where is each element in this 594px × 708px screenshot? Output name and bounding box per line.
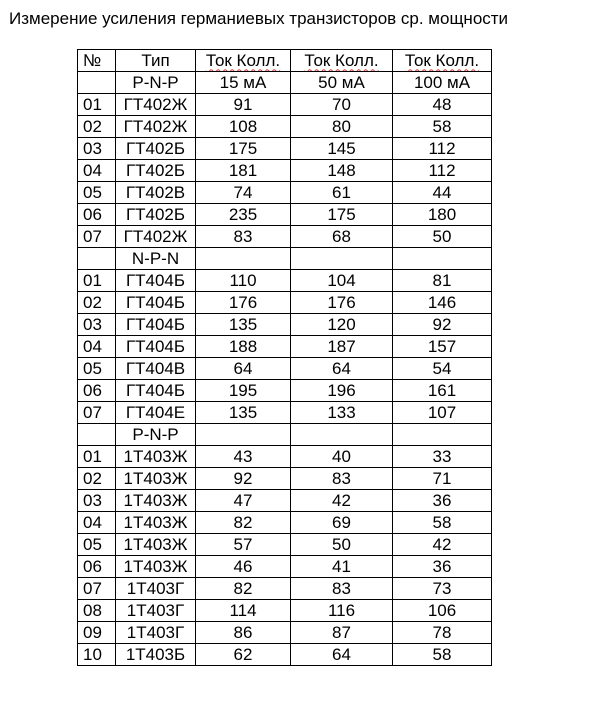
- row-gain-100ma: 33: [393, 446, 492, 468]
- row-gain-50ma: 83: [291, 468, 393, 490]
- header-number-sub: [78, 72, 116, 94]
- row-type: 1Т403Б: [116, 644, 196, 666]
- empty-cell: [393, 248, 492, 270]
- row-gain-15ma: 86: [196, 622, 291, 644]
- row-gain-15ma: 91: [196, 94, 291, 116]
- document-title: Измерение усиления германиевых транзисторов ср. мощности: [9, 9, 509, 28]
- row-gain-100ma: 54: [393, 358, 492, 380]
- row-number: 05: [78, 358, 116, 380]
- table-row: [78, 314, 492, 336]
- row-type: ГТ402Б: [116, 138, 196, 160]
- row-gain-100ma: 71: [393, 468, 492, 490]
- row-gain-100ma: 112: [393, 138, 492, 160]
- row-gain-50ma: 69: [291, 512, 393, 534]
- row-gain-15ma: 43: [196, 446, 291, 468]
- row-gain-15ma: 176: [196, 292, 291, 314]
- row-number: 07: [78, 402, 116, 424]
- row-gain-50ma: 40: [291, 446, 393, 468]
- row-number: 01: [78, 446, 116, 468]
- table-row: [78, 622, 492, 644]
- row-type: ГТ404В: [116, 358, 196, 380]
- row-number: 02: [78, 116, 116, 138]
- header-unit-50: 50 мА: [291, 72, 393, 94]
- row-gain-100ma: 112: [393, 160, 492, 182]
- row-number: 03: [78, 490, 116, 512]
- table-row: [78, 490, 492, 512]
- row-gain-15ma: 108: [196, 116, 291, 138]
- header-row-top: [78, 50, 492, 72]
- row-gain-15ma: 74: [196, 182, 291, 204]
- row-number: 02: [78, 292, 116, 314]
- row-number: 06: [78, 204, 116, 226]
- table-body: [78, 50, 492, 666]
- table-row: [78, 446, 492, 468]
- row-type: 1Т403Г: [116, 578, 196, 600]
- row-gain-50ma: 50: [291, 534, 393, 556]
- row-gain-50ma: 196: [291, 380, 393, 402]
- row-gain-50ma: 145: [291, 138, 393, 160]
- row-gain-15ma: 47: [196, 490, 291, 512]
- row-gain-100ma: 106: [393, 600, 492, 622]
- table-row: [78, 160, 492, 182]
- row-type: ГТ402Б: [116, 160, 196, 182]
- row-gain-50ma: 176: [291, 292, 393, 314]
- row-number: 01: [78, 270, 116, 292]
- row-gain-15ma: 114: [196, 600, 291, 622]
- table-row: [78, 336, 492, 358]
- empty-cell: [78, 248, 116, 270]
- row-number: 01: [78, 94, 116, 116]
- row-gain-100ma: 42: [393, 534, 492, 556]
- row-gain-100ma: 92: [393, 314, 492, 336]
- row-type: 1Т403Ж: [116, 468, 196, 490]
- header-current-15: [196, 50, 291, 72]
- header-unit-100: 100 мА: [393, 72, 492, 94]
- row-gain-100ma: 107: [393, 402, 492, 424]
- row-gain-100ma: 36: [393, 556, 492, 578]
- row-gain-50ma: 83: [291, 578, 393, 600]
- table-row: [78, 226, 492, 248]
- header-row-bottom: [78, 72, 492, 94]
- empty-cell: [78, 424, 116, 446]
- table-row: [78, 116, 492, 138]
- row-type: 1Т403Ж: [116, 512, 196, 534]
- row-gain-15ma: 62: [196, 644, 291, 666]
- row-number: 10: [78, 644, 116, 666]
- table-row: [78, 94, 492, 116]
- row-gain-50ma: 148: [291, 160, 393, 182]
- row-type: ГТ402Б: [116, 204, 196, 226]
- header-number: №: [78, 50, 116, 72]
- table-row: [78, 292, 492, 314]
- empty-cell: [291, 424, 393, 446]
- header-polarity: P-N-P: [116, 72, 196, 94]
- empty-cell: [291, 248, 393, 270]
- header-current-50-label: Ток Колл.: [304, 50, 379, 70]
- row-type: 1Т403Г: [116, 600, 196, 622]
- row-gain-15ma: 188: [196, 336, 291, 358]
- row-number: 07: [78, 578, 116, 600]
- row-gain-100ma: 48: [393, 94, 492, 116]
- table-row: [78, 138, 492, 160]
- row-gain-15ma: 235: [196, 204, 291, 226]
- row-type: ГТ404Е: [116, 402, 196, 424]
- row-number: 03: [78, 314, 116, 336]
- row-type: 1Т403Ж: [116, 534, 196, 556]
- table-row: [78, 358, 492, 380]
- row-gain-50ma: 116: [291, 600, 393, 622]
- row-gain-50ma: 175: [291, 204, 393, 226]
- row-number: 04: [78, 512, 116, 534]
- row-gain-15ma: 181: [196, 160, 291, 182]
- row-type: 1Т403Ж: [116, 490, 196, 512]
- row-gain-50ma: 187: [291, 336, 393, 358]
- row-gain-100ma: 58: [393, 644, 492, 666]
- row-gain-100ma: 146: [393, 292, 492, 314]
- row-type: 1Т403Г: [116, 622, 196, 644]
- table-row: [78, 556, 492, 578]
- group-polarity-label: P-N-P: [116, 424, 196, 446]
- header-current-15-label: Ток Колл.: [205, 50, 281, 70]
- row-gain-100ma: 44: [393, 182, 492, 204]
- row-gain-100ma: 50: [393, 226, 492, 248]
- row-number: 06: [78, 380, 116, 402]
- row-type: ГТ402Ж: [116, 94, 196, 116]
- row-type: ГТ404Б: [116, 380, 196, 402]
- header-current-100-label: Ток Колл.: [404, 50, 480, 70]
- row-gain-15ma: 175: [196, 138, 291, 160]
- row-gain-15ma: 135: [196, 402, 291, 424]
- group-label-row: [78, 424, 492, 446]
- row-number: 07: [78, 226, 116, 248]
- table-row: [78, 512, 492, 534]
- row-gain-15ma: 46: [196, 556, 291, 578]
- empty-cell: [196, 248, 291, 270]
- row-type: 1Т403Ж: [116, 556, 196, 578]
- row-gain-50ma: 64: [291, 358, 393, 380]
- row-number: 04: [78, 336, 116, 358]
- row-gain-50ma: 70: [291, 94, 393, 116]
- group-label-row: [78, 248, 492, 270]
- header-type: Тип: [116, 50, 196, 72]
- row-number: 05: [78, 534, 116, 556]
- empty-cell: [196, 424, 291, 446]
- row-gain-50ma: 80: [291, 116, 393, 138]
- row-type: ГТ402Ж: [116, 116, 196, 138]
- table-row: [78, 402, 492, 424]
- row-gain-100ma: 161: [393, 380, 492, 402]
- row-gain-100ma: 58: [393, 512, 492, 534]
- empty-cell: [393, 424, 492, 446]
- row-gain-50ma: 41: [291, 556, 393, 578]
- row-gain-15ma: 82: [196, 512, 291, 534]
- row-gain-15ma: 64: [196, 358, 291, 380]
- table-row: [78, 204, 492, 226]
- row-gain-100ma: 78: [393, 622, 492, 644]
- table-row: [78, 270, 492, 292]
- row-type: ГТ404Б: [116, 292, 196, 314]
- row-gain-15ma: 82: [196, 578, 291, 600]
- row-gain-100ma: 81: [393, 270, 492, 292]
- row-type: ГТ404Б: [116, 336, 196, 358]
- row-type: ГТ402В: [116, 182, 196, 204]
- header-unit-15: 15 мА: [196, 72, 291, 94]
- table-row: [78, 644, 492, 666]
- table-row: [78, 600, 492, 622]
- row-type: ГТ404Б: [116, 270, 196, 292]
- row-number: 05: [78, 182, 116, 204]
- row-gain-15ma: 195: [196, 380, 291, 402]
- table-row: [78, 578, 492, 600]
- row-gain-15ma: 92: [196, 468, 291, 490]
- row-gain-50ma: 61: [291, 182, 393, 204]
- row-gain-50ma: 133: [291, 402, 393, 424]
- row-gain-50ma: 64: [291, 644, 393, 666]
- header-current-50: [291, 50, 393, 72]
- table-row: [78, 182, 492, 204]
- row-gain-50ma: 87: [291, 622, 393, 644]
- row-number: 03: [78, 138, 116, 160]
- row-gain-100ma: 58: [393, 116, 492, 138]
- row-number: 04: [78, 160, 116, 182]
- table-row: [78, 534, 492, 556]
- row-gain-50ma: 42: [291, 490, 393, 512]
- row-gain-100ma: 157: [393, 336, 492, 358]
- row-gain-100ma: 180: [393, 204, 492, 226]
- row-number: 09: [78, 622, 116, 644]
- row-gain-50ma: 120: [291, 314, 393, 336]
- row-gain-50ma: 68: [291, 226, 393, 248]
- row-type: ГТ402Ж: [116, 226, 196, 248]
- row-gain-100ma: 73: [393, 578, 492, 600]
- table-row: [78, 468, 492, 490]
- row-gain-15ma: 110: [196, 270, 291, 292]
- table-row: [78, 380, 492, 402]
- row-type: 1Т403Ж: [116, 446, 196, 468]
- header-current-100: [393, 50, 492, 72]
- row-number: 06: [78, 556, 116, 578]
- group-polarity-label: N-P-N: [116, 248, 196, 270]
- row-number: 02: [78, 468, 116, 490]
- row-number: 08: [78, 600, 116, 622]
- row-gain-100ma: 36: [393, 490, 492, 512]
- row-type: ГТ404Б: [116, 314, 196, 336]
- row-gain-15ma: 135: [196, 314, 291, 336]
- row-gain-50ma: 104: [291, 270, 393, 292]
- row-gain-15ma: 83: [196, 226, 291, 248]
- row-gain-15ma: 57: [196, 534, 291, 556]
- transistor-gain-table: [77, 49, 492, 666]
